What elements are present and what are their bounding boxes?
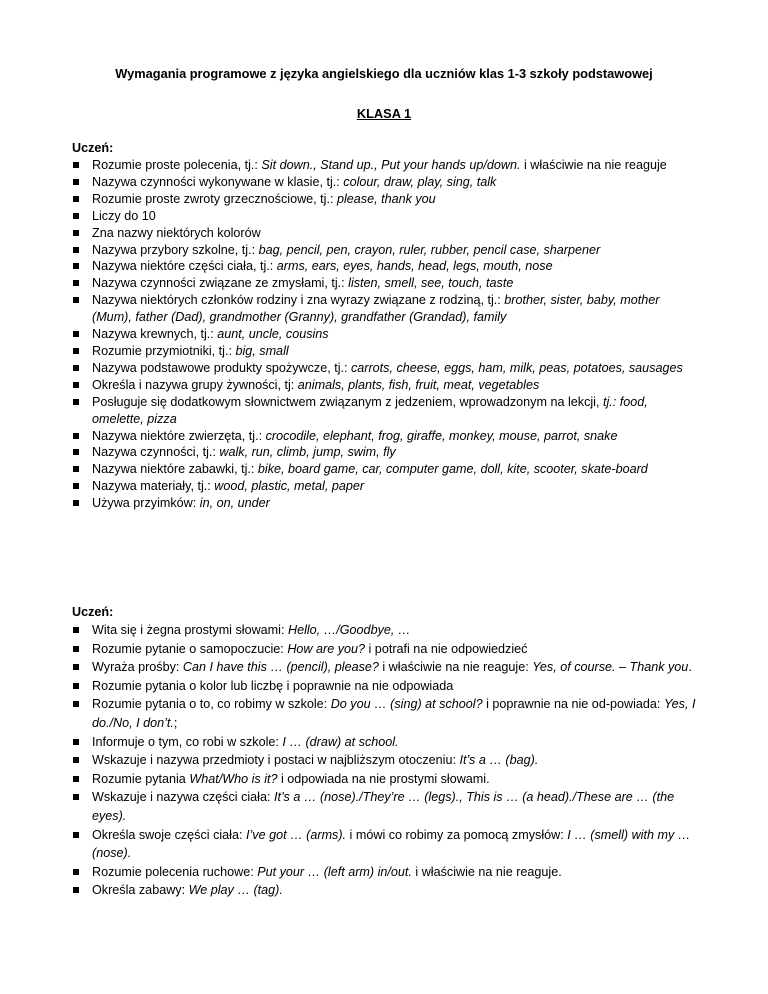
item-text: Wskazuje i nazywa części ciała: — [92, 790, 274, 805]
bullet-square-icon — [73, 646, 79, 652]
item-text: Nazywa niektórych członków rodziny i zna wyrazy związane z rodziną, tj.: — [92, 293, 505, 308]
example-text: What/Who is it? — [189, 771, 278, 786]
example-text: I … (draw) at school. — [282, 734, 399, 749]
requirements-section-1 — [72, 140, 702, 512]
bullet-square-icon — [73, 483, 79, 489]
list-item — [72, 360, 702, 377]
item-text: ; — [173, 715, 178, 730]
bullet-square-icon — [73, 230, 79, 236]
bullet-square-icon — [73, 794, 79, 800]
class-heading — [0, 106, 768, 121]
example-text: Can I have this … (pencil), please? — [182, 660, 379, 675]
list-item — [72, 225, 702, 242]
list-item — [72, 157, 702, 174]
list-item — [72, 677, 702, 696]
example-text: in, on, under — [199, 496, 270, 511]
list-item — [72, 208, 702, 225]
item-text: Zna nazwy niektórych kolorów — [92, 225, 261, 240]
bullet-square-icon — [73, 331, 79, 337]
list-item — [72, 377, 702, 394]
example-text: wood, plastic, metal, paper — [214, 479, 365, 494]
item-text: Nazywa podstawowe produkty spożywcze, tj.: — [92, 360, 351, 375]
list-item — [72, 343, 702, 360]
item-text: Rozumie przymiotniki, tj.: — [92, 343, 236, 358]
bullet-square-icon — [73, 683, 79, 689]
item-text: Określa zabawy: — [92, 883, 189, 898]
item-text: Wita się i żegna prostymi słowami: — [92, 623, 288, 637]
list-item — [72, 695, 702, 732]
item-text: Rozumie pytania o to, co robimy w szkole: — [92, 697, 331, 712]
list-item — [72, 326, 702, 343]
bullet-square-icon — [73, 247, 79, 253]
example-text: carrots, cheese, eggs, ham, milk, peas, potatoes, sausages — [350, 360, 683, 375]
example-text: I … (smell) with my … (nose). — [92, 827, 691, 861]
item-text: Wyraża prośby: — [92, 660, 183, 675]
item-text: Nazywa niektóre zabawki, tj.: — [92, 462, 258, 477]
bullet-square-icon — [73, 196, 79, 202]
example-text: I’ve got … (arms). — [245, 827, 347, 842]
list-item — [72, 621, 702, 640]
item-text: Rozumie proste zwroty grzecznościowe, tj.: — [92, 191, 337, 206]
item-text: Rozumie pytania o kolor lub liczbę i poprawnie na nie odpowiada — [92, 678, 454, 693]
bullet-square-icon — [73, 869, 79, 875]
item-text: Nazywa przybory szkolne, tj.: — [92, 242, 259, 257]
list-item — [72, 826, 702, 863]
item-text: Nazywa niektóre części ciała, tj.: — [92, 259, 277, 274]
example-text: big, small — [235, 343, 289, 358]
list-item — [72, 461, 702, 478]
item-text: Nazywa czynności związane ze zmysłami, tj.: — [92, 276, 349, 291]
bullet-square-icon — [73, 365, 79, 371]
class-heading-text: KLASA 1 — [356, 106, 412, 121]
bullet-square-icon — [73, 162, 79, 168]
section-heading: Uczeń: — [72, 141, 114, 155]
example-text: bag, pencil, pen, crayon, ruler, rubber, pencil case, sharpener — [258, 242, 601, 257]
example-text: listen, smell, see, touch, taste — [348, 276, 514, 291]
bullet-square-icon — [73, 627, 79, 633]
item-text: i właściwie na nie reaguje: — [378, 660, 533, 675]
item-text: Nazywa krewnych, tj.: — [92, 327, 218, 342]
item-text: i potrafi na nie odpowiedzieć — [365, 641, 528, 656]
bullet-square-icon — [73, 433, 79, 439]
requirements-section-2 — [72, 604, 702, 900]
list-item — [72, 292, 702, 326]
list-item — [72, 788, 702, 825]
item-text: Posługuje się dodatkowym słownictwem związanym z jedzeniem, wprowadzonym na lekcji, — [92, 394, 603, 409]
example-text: Yes, I do./No, I don’t. — [92, 697, 696, 730]
list-item — [72, 478, 702, 495]
requirements-list-1 — [72, 157, 702, 512]
example-text: Put your … (left arm) in/out. — [257, 864, 412, 879]
item-text: Nazywa czynności, tj.: — [92, 445, 220, 460]
item-text: Nazywa materiały, tj.: — [92, 479, 215, 494]
bullet-square-icon — [73, 739, 79, 745]
example-text: aunt, uncle, cousins — [217, 327, 329, 342]
bullet-square-icon — [73, 887, 79, 893]
bullet-square-icon — [73, 757, 79, 763]
list-item — [72, 495, 702, 512]
list-item — [72, 191, 702, 208]
item-text: Określa swoje części ciała: — [92, 827, 246, 842]
example-text: tj.: food, omelette, pizza — [92, 394, 648, 426]
item-text: Liczy do 10 — [92, 208, 156, 223]
list-item — [72, 258, 702, 275]
item-text: i właściwie na nie reaguje — [520, 158, 667, 172]
bullet-square-icon — [73, 297, 79, 303]
bullet-square-icon — [73, 382, 79, 388]
example-text: Sit down., Stand up., Put your hands up/down. — [261, 158, 521, 172]
item-text: Informuje o tym, co robi w szkole: — [92, 734, 283, 749]
list-item — [72, 394, 702, 428]
bullet-square-icon — [73, 701, 79, 707]
example-text: It’s a … (bag). — [459, 753, 539, 768]
item-text: . — [688, 660, 692, 675]
list-item — [72, 275, 702, 292]
example-text: We play … (tag). — [188, 883, 283, 898]
bullet-square-icon — [73, 500, 79, 506]
example-text: please, thank you — [336, 191, 436, 206]
bullet-square-icon — [73, 449, 79, 455]
example-text: Yes, of course. – Thank you — [532, 660, 689, 675]
item-text: Określa i nazywa grupy żywności, tj: — [92, 377, 298, 392]
list-item — [72, 881, 702, 900]
document-title: Wymagania programowe z języka angielskiego dla uczniów klas 1-3 szkoły podstawowej — [115, 66, 653, 81]
item-text: Rozumie polecenia ruchowe: — [92, 864, 258, 879]
list-item — [72, 640, 702, 659]
bullet-square-icon — [73, 280, 79, 286]
item-text: Rozumie pytania — [92, 771, 190, 786]
requirements-list-2 — [72, 621, 702, 900]
bullet-square-icon — [73, 263, 79, 269]
list-item — [72, 444, 702, 461]
item-text: i poprawnie na nie od-powiada: — [482, 697, 664, 712]
list-item — [72, 770, 702, 789]
bullet-square-icon — [73, 832, 79, 838]
bullet-square-icon — [73, 399, 79, 405]
item-text: Nazywa czynności wykonywane w klasie, tj.: — [92, 174, 344, 189]
item-text: i odpowiada na nie prostymi słowami. — [277, 771, 490, 786]
list-item — [72, 174, 702, 191]
example-text: bike, board game, car, computer game, doll, kite, scooter, skate-board — [257, 462, 648, 477]
item-text: i właściwie na nie reaguje. — [411, 864, 562, 879]
example-text: It’s a … (nose)./They’re … (legs)., This is … (a head)./These are … (the eyes). — [92, 790, 675, 823]
item-text: i mówi co robimy za pomocą zmysłów: — [346, 827, 568, 842]
item-text: Używa przyimków: — [92, 496, 200, 511]
bullet-square-icon — [73, 776, 79, 782]
bullet-square-icon — [73, 466, 79, 472]
example-text: How are you? — [287, 641, 366, 656]
item-text: Nazywa niektóre zwierzęta, tj.: — [92, 428, 266, 443]
item-text: Rozumie pytanie o samopoczucie: — [92, 641, 288, 656]
item-text: Rozumie proste polecenia, tj.: — [92, 158, 262, 172]
list-item — [72, 428, 702, 445]
example-text: crocodile, elephant, frog, giraffe, monkey, mouse, parrot, snake — [265, 428, 618, 443]
bullet-square-icon — [73, 179, 79, 185]
list-item — [72, 751, 702, 770]
list-item — [72, 242, 702, 259]
example-text: Hello, …/Goodbye, … — [287, 623, 411, 637]
bullet-square-icon — [73, 348, 79, 354]
example-text: animals, plants, fish, fruit, meat, vegetables — [297, 377, 540, 392]
list-item — [72, 863, 702, 882]
bullet-square-icon — [73, 213, 79, 219]
item-text: Wskazuje i nazywa przedmioty i postaci w najbliższym otoczeniu: — [92, 753, 460, 768]
list-item — [72, 733, 702, 752]
list-item — [72, 658, 702, 677]
example-text: Do you … (sing) at school? — [330, 697, 483, 712]
example-text: walk, run, climb, jump, swim, fly — [219, 445, 396, 460]
section-heading: Uczeń: — [72, 605, 114, 619]
example-text: brother, sister, baby, mother (Mum), father (Dad), grandmother (Granny), grandfather (Grandad), family — [92, 293, 660, 325]
example-text: arms, ears, eyes, hands, head, legs, mouth, nose — [276, 259, 553, 274]
bullet-square-icon — [73, 664, 79, 670]
example-text: colour, draw, play, sing, talk — [343, 174, 497, 189]
